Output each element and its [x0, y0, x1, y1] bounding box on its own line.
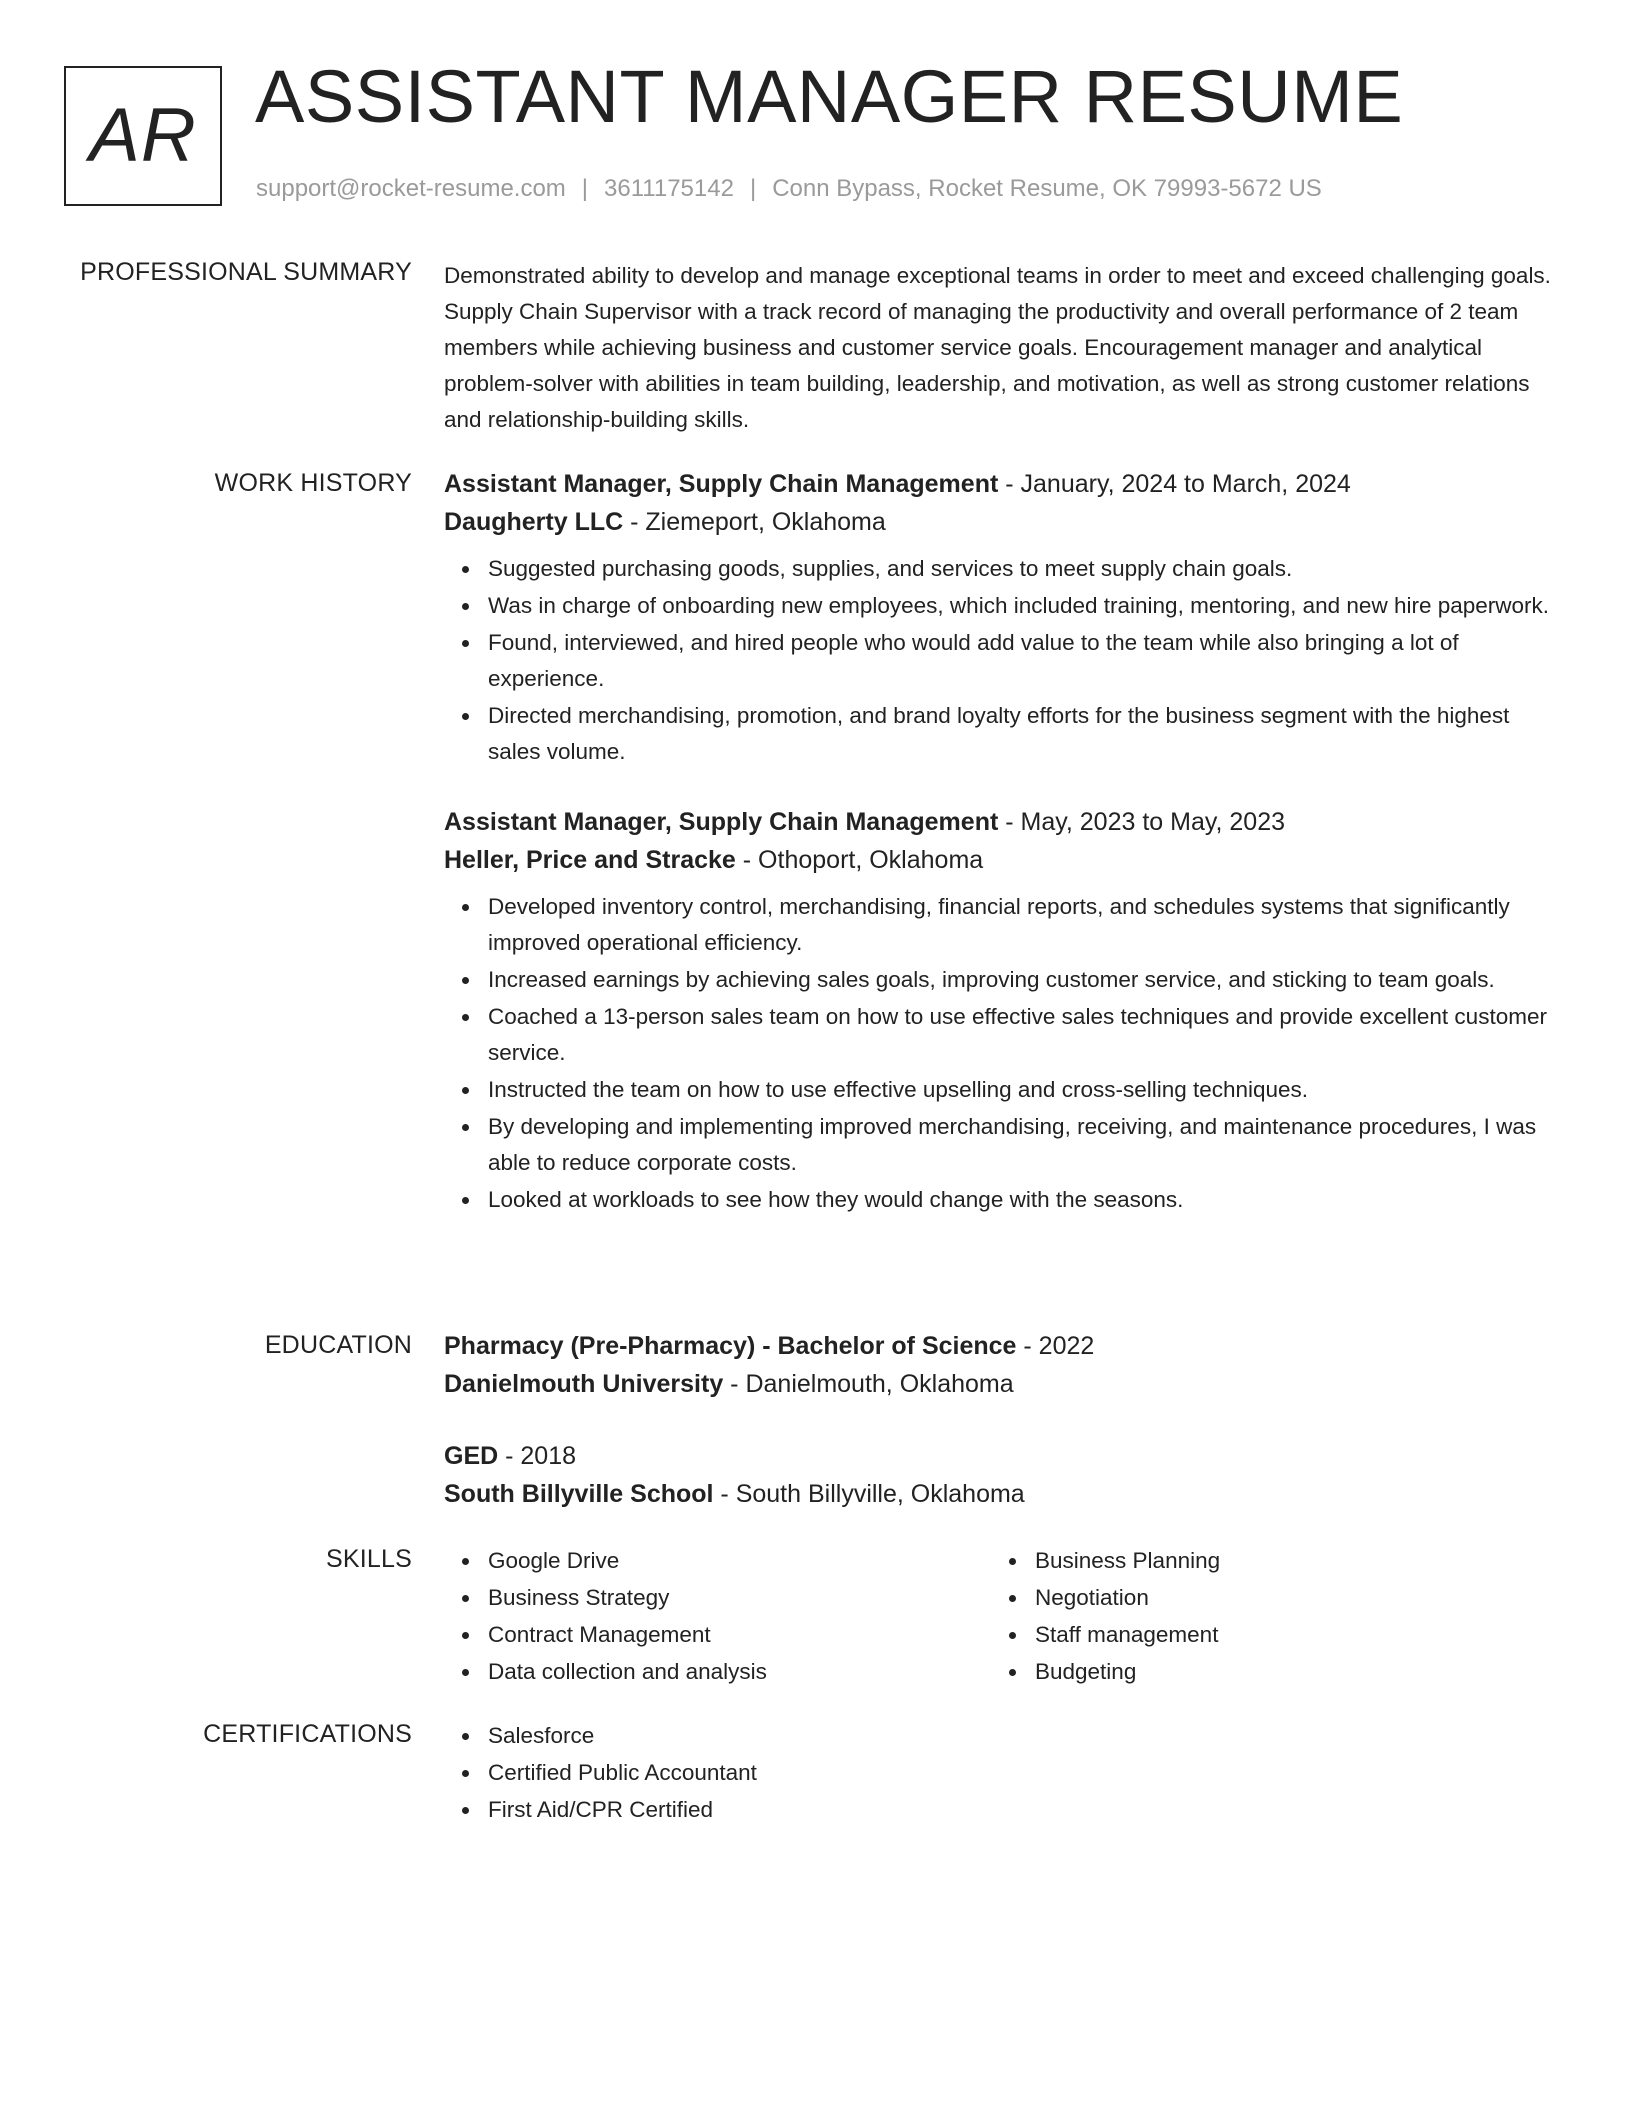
list-item: Negotiation — [1035, 1580, 1220, 1617]
summary-text: Demonstrated ability to develop and manage exceptional teams in order to meet and exceed challenging goals. Supply Chain Supervisor with a track record of managing the productivity and overall performance of 2 team members while achieving business and customer service goals. Encouragement manager and analytical problem-solver with abilities in team building, leadership, and motivation, as well as strong customer relations and relationship-building skills. — [444, 263, 1551, 432]
job-entry — [444, 803, 1559, 1219]
job-dates: - January, 2024 to March, 2024 — [998, 470, 1351, 498]
summary-body — [444, 258, 1559, 438]
education-entry — [444, 1437, 1559, 1513]
job-location: - Ziemeport, Oklahoma — [623, 508, 886, 536]
certifications-body — [444, 1718, 1559, 1829]
degree-name: GED — [444, 1442, 499, 1470]
job-entry — [444, 465, 1559, 771]
job-company: Daugherty LLC — [444, 508, 624, 536]
skills-label: SKILLS — [326, 1545, 412, 1573]
list-item: First Aid/CPR Certified — [488, 1792, 1559, 1829]
degree-year: - 2022 — [1016, 1332, 1095, 1360]
certifications-label: CERTIFICATIONS — [203, 1720, 412, 1748]
list-item: Instructed the team on how to use effective upselling and cross-selling techniques. — [488, 1072, 1559, 1109]
degree-name: Pharmacy (Pre-Pharmacy) - Bachelor of Science — [444, 1332, 1017, 1360]
education-body — [444, 1327, 1559, 1513]
list-item: Coached a 13-person sales team on how to use effective sales techniques and provide excellent customer service. — [488, 999, 1559, 1072]
degree-line — [444, 1437, 1559, 1475]
list-item: By developing and implementing improved merchandising, receiving, and maintenance procedures, I was able to reduce corporate costs. — [488, 1109, 1559, 1182]
degree-line — [444, 1327, 1559, 1365]
job-location: - Othoport, Oklahoma — [735, 846, 984, 874]
list-item: Business Strategy — [488, 1580, 767, 1617]
school-location: - Danielmouth, Oklahoma — [723, 1370, 1014, 1398]
list-item: Budgeting — [1035, 1654, 1220, 1691]
contact-line — [256, 175, 1322, 203]
school-line — [444, 1365, 1559, 1403]
job-bullets — [444, 889, 1559, 1219]
list-item: Business Planning — [1035, 1543, 1220, 1580]
job-title: Assistant Manager, Supply Chain Management — [444, 808, 999, 836]
job-title-line — [444, 465, 1559, 503]
job-dates: - May, 2023 to May, 2023 — [998, 808, 1286, 836]
skills-list-left — [444, 1543, 767, 1691]
contact-separator: | — [581, 175, 589, 202]
contact-phone: 3611175142 — [604, 175, 734, 202]
contact-email: support@rocket-resume.com — [256, 175, 566, 202]
list-item: Data collection and analysis — [488, 1654, 767, 1691]
list-item: Developed inventory control, merchandising, financial reports, and schedules systems that significantly improved operational efficiency. — [488, 889, 1559, 962]
list-item: Directed merchandising, promotion, and brand loyalty efforts for the business segment with the highest sales volume. — [488, 698, 1559, 771]
school-location: - South Billyville, Oklahoma — [713, 1480, 1025, 1508]
list-item: Contract Management — [488, 1617, 767, 1654]
monogram-box — [64, 66, 222, 206]
work-history-label: WORK HISTORY — [214, 469, 412, 497]
list-item: Was in charge of onboarding new employees, which included training, mentoring, and new hire paperwork. — [488, 588, 1559, 625]
degree-year: - 2018 — [498, 1442, 577, 1470]
job-title: Assistant Manager, Supply Chain Management — [444, 470, 999, 498]
contact-separator: | — [749, 175, 757, 202]
summary-label: PROFESSIONAL SUMMARY — [80, 258, 412, 286]
skills-list-right — [991, 1543, 1220, 1691]
contact-address: Conn Bypass, Rocket Resume, OK 79993-5672 US — [772, 175, 1322, 202]
list-item: Google Drive — [488, 1543, 767, 1580]
list-item: Found, interviewed, and hired people who would add value to the team while also bringing a lot of experience. — [488, 625, 1559, 698]
education-label: EDUCATION — [264, 1331, 412, 1359]
education-entry — [444, 1327, 1559, 1403]
monogram-initials: AR — [89, 93, 197, 178]
skills-columns — [444, 1543, 1559, 1693]
school-name: Danielmouth University — [444, 1370, 724, 1398]
skills-body — [444, 1543, 1559, 1693]
list-item: Looked at workloads to see how they would change with the seasons. — [488, 1182, 1559, 1219]
school-line — [444, 1475, 1559, 1513]
list-item: Suggested purchasing goods, supplies, and services to meet supply chain goals. — [488, 551, 1559, 588]
job-company: Heller, Price and Stracke — [444, 846, 736, 874]
list-item: Salesforce — [488, 1718, 1559, 1755]
certifications-list — [444, 1718, 1559, 1829]
work-history-body — [444, 465, 1559, 1219]
job-bullets — [444, 551, 1559, 771]
job-company-line — [444, 503, 1559, 541]
school-name: South Billyville School — [444, 1480, 714, 1508]
list-item: Certified Public Accountant — [488, 1755, 1559, 1792]
job-company-line — [444, 841, 1559, 879]
job-title-line — [444, 803, 1559, 841]
list-item: Increased earnings by achieving sales goals, improving customer service, and sticking to team goals. — [488, 962, 1559, 999]
list-item: Staff management — [1035, 1617, 1220, 1654]
resume-title: ASSISTANT MANAGER RESUME — [255, 55, 1404, 138]
